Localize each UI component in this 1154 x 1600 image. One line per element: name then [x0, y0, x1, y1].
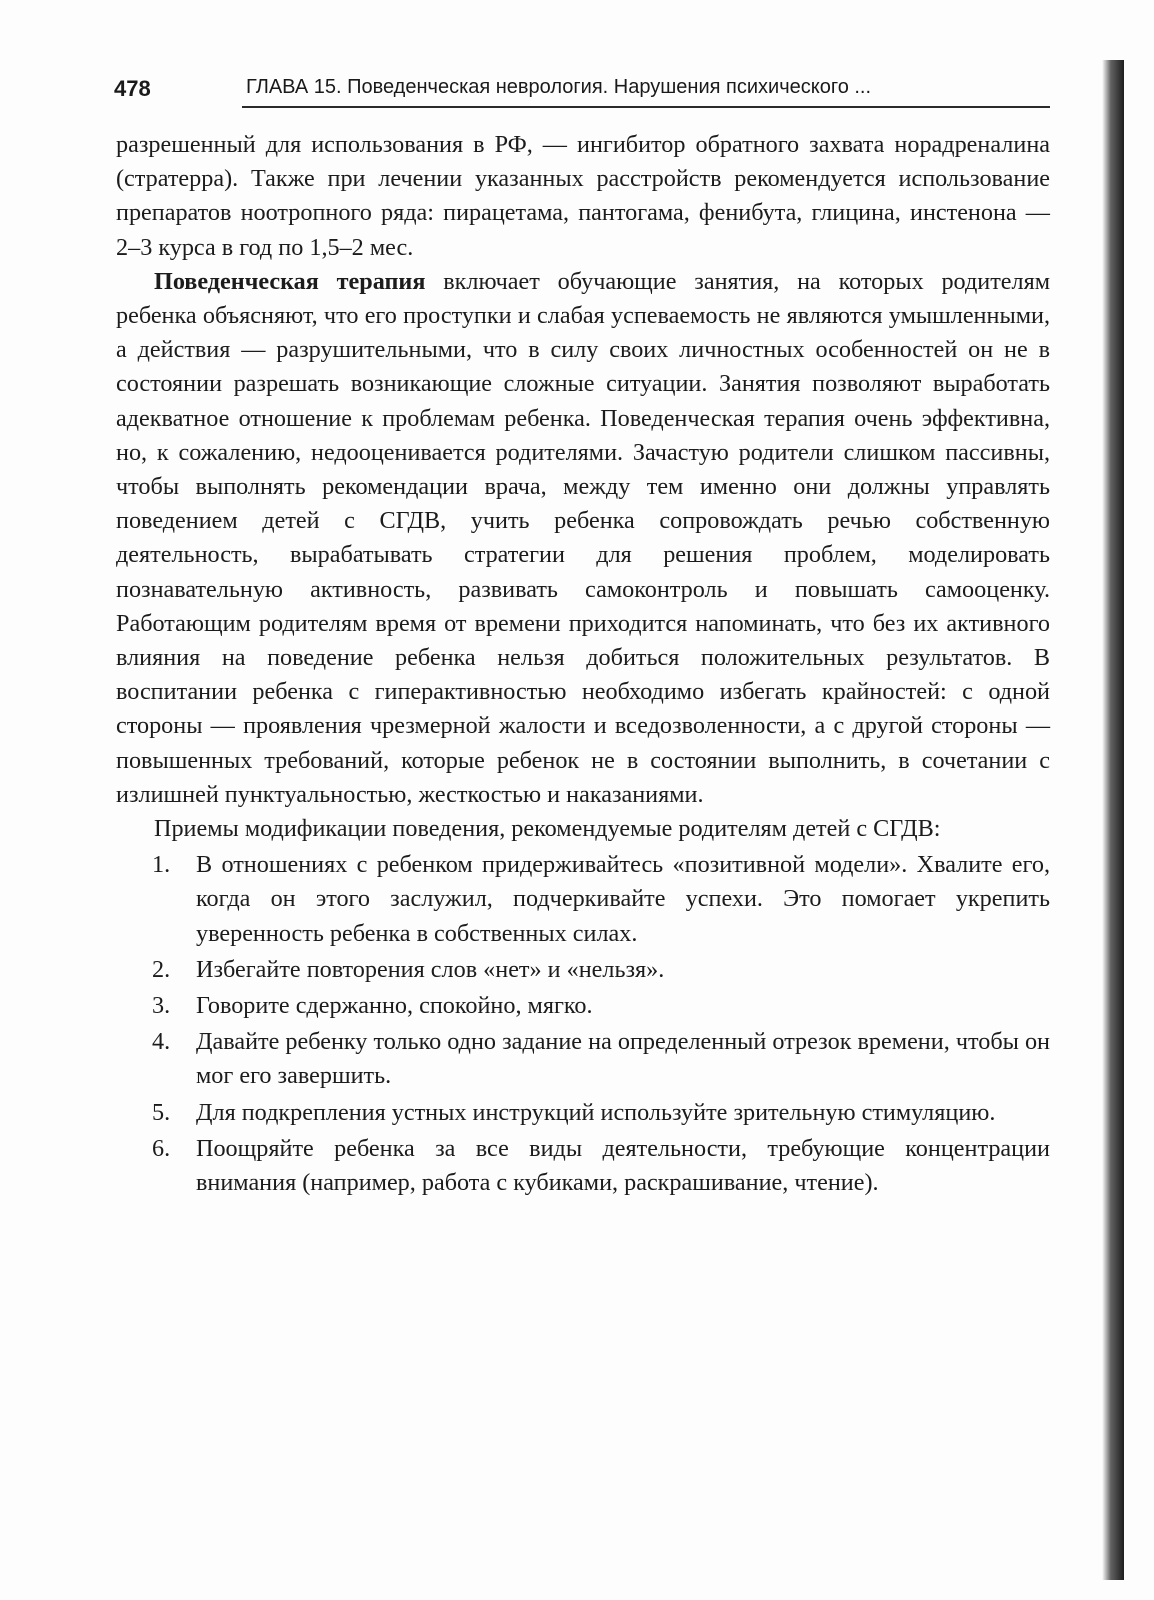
page-scan-edge: [1102, 60, 1124, 1580]
list-item-text: Для подкрепления устных инструкций используйте зрительную стимуляцию.: [196, 1098, 996, 1126]
paragraph-behavioral-therapy-text: включает обучающие занятия, на которых родителям ребенка объясняют, что его проступки и слабая успеваемость не являются умышленными, а действия — разрушительными, что в силу своих личностных особенностей он не в состоянии разрешать возникающие сложные ситуации. Занятия позволяют выработать адекватное отношение к проблемам ребенка. Поведенческая терапия очень эффективна, но, к сожалению, недооценивается родителями. Зачастую родители слишком пассивны, чтобы выполнять рекомендации врача, между тем именно они должны управлять поведением детей с СГДВ, учить ребенка сопровождать речью собственную деятельность, вырабатывать стратегии для решения проблем, моделировать познавательную активность, развивать самоконтроль и повышать самооценку. Работающим родителям время от времени приходится напоминать, что без их активного влияния на поведение ребенка нельзя добиться положительных результатов. В воспитании ребенка с гиперактивностью необходимо избегать крайностей: с одной стороны — проявления чрезмерной жалости и вседозволенности, а с другой стороны — повышенных требований, которые ребенок не в состоянии выполнить, в сочетании с излишней пунктуальностью, жесткостью и наказаниями.: [116, 267, 1051, 808]
list-item: [116, 953, 1050, 987]
paragraph-behavioral-therapy: [116, 265, 1050, 812]
list-item-number: 1.: [152, 851, 171, 879]
list-item-number: 3.: [152, 992, 171, 1020]
body-text: [116, 128, 1050, 1200]
running-head: ГЛАВА 15. Поведенческая неврология. Нарушения психического ...: [246, 76, 872, 98]
paragraph-continued: разрешенный для использования в РФ, — ингибитор обратного захвата норадреналина (стратерра). Также при лечении указанных расстройств рекомендуется использование препаратов ноотропного ряда: пирацетама, пантогама, фенибута, глицина, инстенона — 2–3 курса в год по 1,5–2 мес.: [116, 131, 1050, 261]
page-header: [114, 68, 1050, 108]
list-item-text: Поощряйте ребенка за все виды деятельности, требующие концентрации внимания (например, работа с кубиками, раскрашивание, чтение).: [196, 1134, 1050, 1197]
list-item: [116, 989, 1050, 1023]
list-item-number: 5.: [152, 1098, 171, 1126]
list-item-text: Избегайте повторения слов «нет» и «нельзя».: [196, 955, 665, 983]
list-item-text: Говорите сдержанно, спокойно, мягко.: [196, 992, 593, 1020]
list-item: [116, 1025, 1050, 1093]
page-number: 478: [114, 76, 151, 101]
term-behavioral-therapy: Поведенческая терапия: [154, 267, 426, 295]
recommendations-list: [116, 848, 1050, 1200]
list-item-number: 4.: [152, 1028, 171, 1056]
list-item-text: Давайте ребенку только одно задание на определенный отрезок времени, чтобы он мог его завершить.: [196, 1028, 1050, 1090]
paragraph-list-intro: Приемы модификации поведения, рекомендуемые родителям детей с СГДВ:: [154, 815, 941, 843]
list-item: [116, 1096, 1050, 1130]
header-rule: [242, 106, 1050, 108]
list-item-text: В отношениях с ребенком придерживайтесь «позитивной модели». Хвалите его, когда он этого заслужил, подчеркивайте успехи. Это помогает укрепить уверенность ребенка в собственных силах.: [196, 851, 1050, 947]
list-item: [116, 1132, 1050, 1200]
list-item-number: 6.: [152, 1134, 171, 1162]
list-item-number: 2.: [152, 955, 171, 983]
list-item: [116, 848, 1050, 951]
